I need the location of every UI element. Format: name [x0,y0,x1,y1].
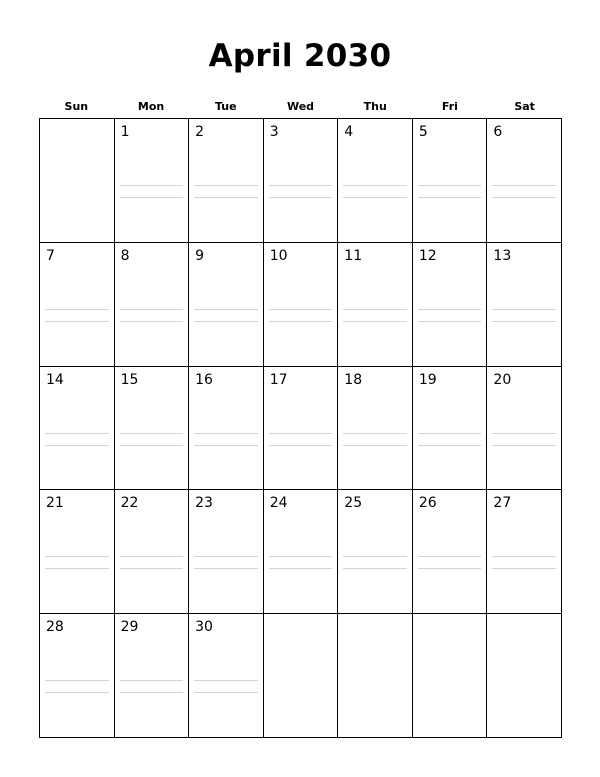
note-line [120,680,184,681]
day-cell[interactable] [487,119,562,243]
note-line [492,309,556,310]
note-line [418,185,482,186]
day-number: 8 [120,247,130,264]
note-line [492,556,556,557]
day-number: 17 [269,371,288,388]
note-line [418,197,482,198]
day-number: 20 [493,371,512,388]
day-number: 16 [195,371,213,388]
note-line [45,556,109,557]
note-line [269,445,333,446]
note-line [343,321,407,322]
day-cell[interactable] [487,367,562,491]
day-cell[interactable] [115,490,190,614]
note-line [418,556,482,557]
day-cell[interactable] [189,243,264,367]
day-number: 28 [46,619,64,636]
day-number: 19 [418,371,437,388]
note-line [269,185,333,186]
day-cell[interactable] [115,614,190,738]
note-line [418,568,482,569]
day-cell[interactable] [413,243,488,367]
day-cell[interactable] [115,367,190,491]
note-line [343,568,407,569]
weekday-label: Thu [363,100,387,113]
note-line [343,433,407,434]
day-number: 29 [120,619,139,636]
day-cell[interactable] [264,367,339,491]
day-cell[interactable] [487,243,562,367]
day-cell[interactable] [264,243,339,367]
note-line [120,185,184,186]
empty-day-cell [338,614,413,738]
note-line [194,692,258,693]
day-cell[interactable] [115,243,190,367]
day-cell[interactable] [115,119,190,243]
note-line [343,309,407,310]
day-number: 5 [418,124,428,140]
note-line [418,445,482,446]
note-line [418,433,482,434]
note-line [343,445,407,446]
note-line [194,321,258,322]
day-cell[interactable] [40,367,115,491]
empty-day-cell [40,119,115,243]
note-line [45,433,109,434]
day-number: 1 [120,124,130,140]
day-number: 27 [493,495,512,512]
day-cell[interactable] [413,490,488,614]
note-line [45,309,109,310]
note-line [418,321,482,322]
day-cell[interactable] [264,119,339,243]
note-line [194,433,258,434]
note-line [120,445,184,446]
empty-day-cell [264,614,339,738]
page-title: April 2030 [208,38,392,74]
day-number: 18 [344,371,363,388]
weekday-label: Wed [286,100,315,113]
note-line [492,445,556,446]
note-line [194,445,258,446]
day-cell[interactable] [338,243,413,367]
weekday-label: Sun [64,100,89,113]
note-line [492,185,556,186]
day-number: 21 [46,495,64,512]
note-line [269,197,333,198]
weekday-label: Fri [441,100,458,113]
day-number: 30 [195,619,213,636]
day-number: 25 [344,495,363,512]
day-number: 2 [195,124,205,140]
note-line [194,185,258,186]
weekday-label: Mon [137,100,165,113]
day-cell[interactable] [40,490,115,614]
weekday-header [39,99,562,115]
day-number: 24 [269,495,288,512]
day-cell[interactable] [189,490,264,614]
note-line [492,197,556,198]
note-line [120,309,184,310]
note-line [120,568,184,569]
day-cell[interactable] [189,119,264,243]
day-cell[interactable] [189,614,264,738]
day-number: 10 [269,247,288,264]
note-line [269,433,333,434]
note-line [269,321,333,322]
day-number: 12 [418,247,437,264]
note-line [194,197,258,198]
note-line [269,568,333,569]
note-line [45,692,109,693]
day-cell[interactable] [338,119,413,243]
note-line [45,445,109,446]
note-line [45,321,109,322]
note-line [269,309,333,310]
day-number: 14 [46,371,64,388]
day-number: 26 [418,495,437,512]
day-cell[interactable] [413,367,488,491]
note-line [492,433,556,434]
day-number: 22 [120,495,139,512]
note-line [343,556,407,557]
weekday-label: Tue [214,100,237,113]
note-line [45,680,109,681]
note-line [120,556,184,557]
note-line [45,568,109,569]
empty-day-cell [487,614,562,738]
day-cell[interactable] [338,490,413,614]
day-number: 13 [493,247,512,264]
note-line [120,321,184,322]
day-number: 11 [344,247,363,264]
note-line [269,556,333,557]
day-number: 7 [46,247,55,264]
note-line [194,680,258,681]
note-line [418,309,482,310]
note-line [343,197,407,198]
note-line [194,568,258,569]
calendar-grid [39,118,562,738]
empty-day-cell [413,614,488,738]
note-line [492,321,556,322]
day-cell[interactable] [40,614,115,738]
day-number: 3 [269,124,279,140]
day-number: 15 [120,371,139,388]
weekday-label: Sat [514,100,535,113]
note-line [120,692,184,693]
day-cell[interactable] [189,367,264,491]
day-cell[interactable] [338,367,413,491]
note-line [120,433,184,434]
day-cell[interactable] [40,243,115,367]
day-cell[interactable] [487,490,562,614]
day-number: 6 [493,124,503,140]
note-line [492,568,556,569]
day-number: 23 [195,495,213,512]
day-cell[interactable] [264,490,339,614]
day-number: 9 [195,247,205,264]
note-line [194,556,258,557]
day-cell[interactable] [413,119,488,243]
note-line [120,197,184,198]
note-line [343,185,407,186]
note-line [194,309,258,310]
day-number: 4 [344,124,354,140]
